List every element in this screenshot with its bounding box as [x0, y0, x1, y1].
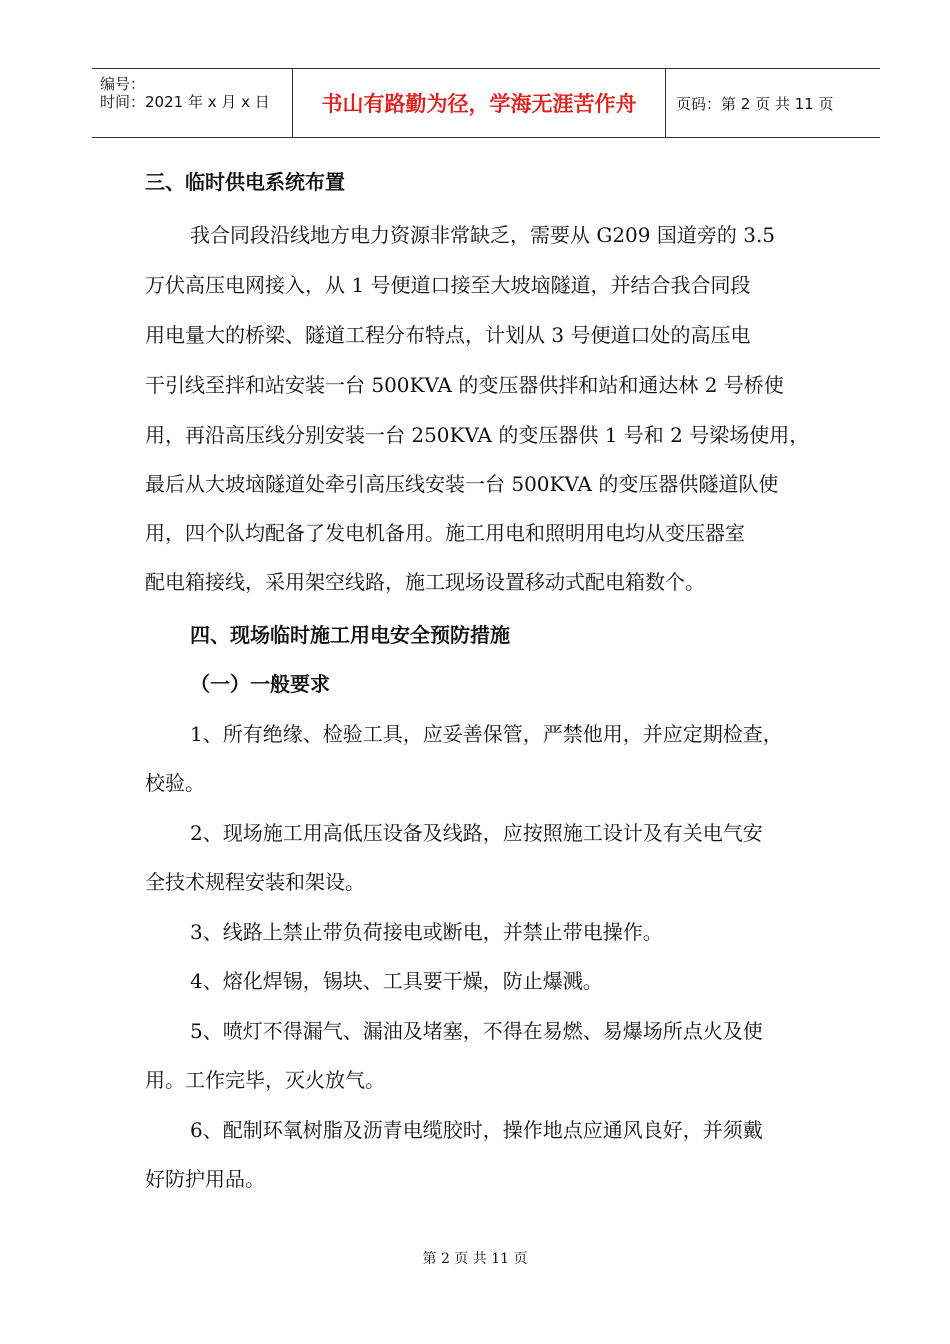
page-header [92, 68, 880, 138]
doc-time-label: 时间：2021 年 x 月 x 日 [100, 93, 270, 111]
header-motto: 书山有路勤为径，学海无涯苦作舟 [293, 69, 666, 137]
list-item: 2、现场施工用高低压设备及线路，应按照施工设计及有关电气安 [190, 821, 763, 845]
paragraph-line: 用，四个队均配备了发电机备用。施工用电和照明用电均从变压器室 [145, 521, 745, 545]
list-item: 1、所有绝缘、检验工具，应妥善保管，严禁他用，并应定期检查， [190, 722, 783, 746]
list-item: 5、喷灯不得漏气、漏油及堵塞，不得在易燃、易爆场所点火及使 [190, 1019, 763, 1043]
paragraph-line: 我合同段沿线地方电力资源非常缺乏，需要从 G209 国道旁的 3.5 [190, 223, 776, 247]
paragraph-line: 用，再沿高压线分别安装一台 250KVA 的变压器供 1 号和 2 号梁场使用， [145, 423, 810, 447]
paragraph-line: 干引线至拌和站安装一台 500KVA 的变压器供拌和站和通达林 2 号桥使 [145, 373, 784, 397]
list-item: 6、配制环氧树脂及沥青电缆胶时，操作地点应通风良好，并须戴 [190, 1118, 763, 1142]
list-item-continued: 用。工作完毕，灭火放气。 [145, 1068, 385, 1092]
header-page-number: 页码：第 2 页 共 11 页 [676, 94, 834, 113]
paragraph-line: 用电量大的桥梁、隧道工程分布特点，计划从 3 号便道口处的高压电 [145, 323, 751, 347]
subsection-heading: （一）一般要求 [190, 672, 330, 696]
list-item: 3、线路上禁止带负荷接电或断电，并禁止带电操作。 [190, 920, 663, 944]
page-footer: 第 2 页 共 11 页 [422, 1251, 528, 1267]
paragraph-line: 配电箱接线，采用架空线路，施工现场设置移动式配电箱数个。 [145, 570, 705, 594]
doc-code-label: 编号： [100, 75, 146, 93]
paragraph-line: 最后从大坡垴隧道处牵引高压线安装一台 500KVA 的变压器供隧道队使 [145, 472, 779, 496]
list-item-continued: 好防护用品。 [145, 1167, 265, 1191]
paragraph-line: 万伏高压电网接入，从 1 号便道口接至大坡垴隧道，并结合我合同段 [145, 273, 751, 297]
section-heading-4: 四、现场临时施工用电安全预防措施 [190, 623, 510, 647]
section-heading-3: 三、临时供电系统布置 [145, 170, 345, 194]
list-item-continued: 全技术规程安装和架设。 [145, 870, 365, 894]
header-meta [92, 69, 293, 137]
list-item: 4、熔化焊锡，锡块、工具要干燥，防止爆溅。 [190, 969, 603, 993]
list-item-continued: 校验。 [145, 771, 205, 795]
